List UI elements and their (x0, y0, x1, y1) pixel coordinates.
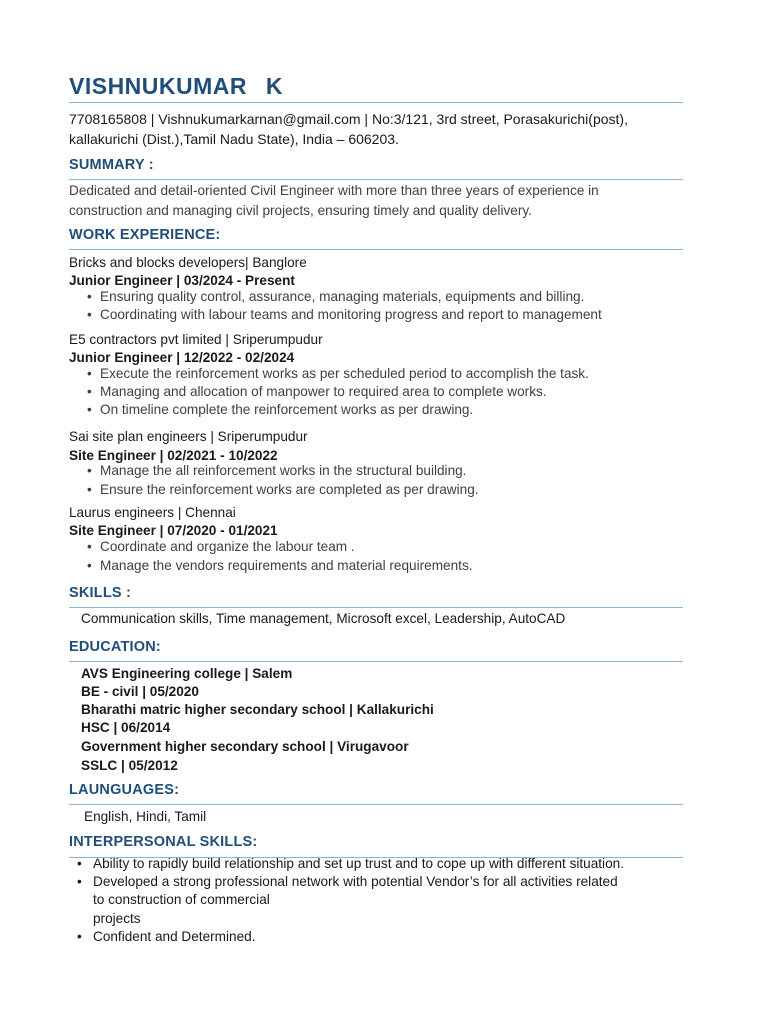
job-company: Bricks and blocks developers| Banglore (69, 255, 307, 270)
interpersonal-skills-heading: INTERPERSONAL SKILLS: (69, 834, 258, 850)
candidate-name: VISHNUKUMAR K (69, 73, 283, 99)
job-bullet: • On timeline complete the reinforcement works as per drawing. (87, 402, 473, 417)
divider (69, 804, 683, 805)
interpersonal-bullet-continuation: projects (93, 911, 141, 926)
divider (69, 179, 683, 180)
job-company: Laurus engineers | Chennai (69, 505, 236, 520)
education-line: HSC | 06/2014 (81, 720, 171, 735)
interpersonal-bullet: • Developed a strong professional network with potential Vendor’s for all activities related (77, 874, 618, 889)
interpersonal-bullet: • Confident and Determined. (77, 929, 255, 944)
work-experience-heading: WORK EXPERIENCE: (69, 227, 221, 243)
interpersonal-bullet: • Ability to rapidly build relationship and set up trust and to cope up with different situation. (77, 856, 624, 871)
divider (69, 661, 683, 662)
contact-line: 7708165808 | Vishnukumarkarnan@gmail.com | No:3/121, 3rd street, Porasakurichi(post), (69, 111, 628, 127)
job-bullet: • Coordinate and organize the labour team . (87, 539, 355, 554)
job-bullet: • Coordinating with labour teams and monitoring progress and report to management (87, 307, 602, 322)
job-bullet: • Ensure the reinforcement works are completed as per drawing. (87, 482, 479, 497)
job-role: Junior Engineer | 12/2022 - 02/2024 (69, 350, 295, 365)
job-bullet: • Ensuring quality control, assurance, managing materials, equipments and billing. (87, 289, 584, 304)
job-role: Junior Engineer | 03/2024 - Present (69, 273, 295, 288)
summary-heading: SUMMARY : (69, 157, 154, 173)
languages-text: English, Hindi, Tamil (84, 809, 207, 824)
education-line: BE - civil | 05/2020 (81, 684, 199, 699)
job-bullet: • Manage the vendors requirements and material requirements. (87, 558, 473, 573)
job-bullet: • Execute the reinforcement works as per scheduled period to accomplish the task. (87, 366, 589, 381)
education-line: SSLC | 05/2012 (81, 758, 178, 773)
skills-text: Communication skills, Time management, Microsoft excel, Leadership, AutoCAD (81, 611, 566, 626)
job-bullet: • Manage the all reinforcement works in the structural building. (87, 463, 466, 478)
divider (69, 102, 683, 103)
job-company: Sai site plan engineers | Sriperumpudur (69, 429, 308, 444)
education-line: AVS Engineering college | Salem (81, 666, 293, 681)
interpersonal-bullet-continuation: to construction of commercial (93, 892, 270, 907)
divider (69, 249, 683, 250)
languages-heading: LAUNGUAGES: (69, 782, 180, 798)
job-role: Site Engineer | 02/2021 - 10/2022 (69, 448, 278, 463)
education-line: Government higher secondary school | Virugavoor (81, 739, 409, 754)
job-bullet: • Managing and allocation of manpower to required area to complete works. (87, 384, 547, 399)
contact-line: kallakurichi (Dist.),Tamil Nadu State), India – 606203. (69, 131, 399, 147)
education-heading: EDUCATION: (69, 639, 161, 655)
job-company: E5 contractors pvt limited | Sriperumpudur (69, 332, 323, 347)
divider (69, 607, 683, 608)
education-line: Bharathi matric higher secondary school | Kallakurichi (81, 702, 434, 717)
skills-heading: SKILLS : (69, 585, 132, 601)
job-role: Site Engineer | 07/2020 - 01/2021 (69, 523, 278, 538)
summary-text: Dedicated and detail-oriented Civil Engineer with more than three years of experience in (69, 183, 599, 198)
summary-text: construction and managing civil projects, ensuring timely and quality delivery. (69, 203, 532, 218)
